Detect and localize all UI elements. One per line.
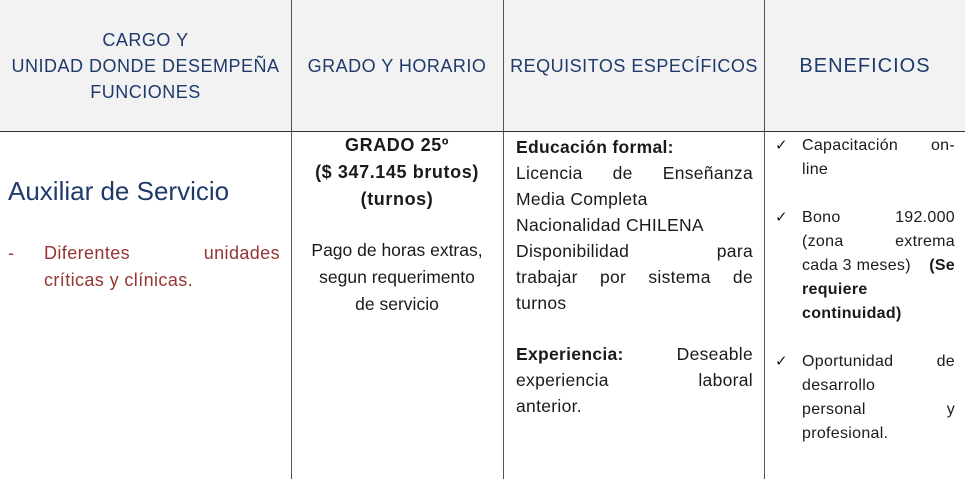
column-divider <box>764 0 765 479</box>
word: para <box>716 241 753 261</box>
column-divider <box>503 0 504 479</box>
word: Oportunidad <box>802 353 894 370</box>
word: (Se <box>929 257 955 274</box>
experience-label: Experiencia: <box>516 344 624 364</box>
table-header <box>0 0 965 132</box>
experience-line <box>516 341 753 367</box>
word: extrema <box>895 233 955 250</box>
overtime-line: Pago de horas extras, <box>311 240 483 260</box>
header-beneficios: BENEFICIOS <box>799 54 931 77</box>
word: personal <box>802 401 866 418</box>
unit-list-item <box>8 240 280 294</box>
header-cargo <box>0 0 291 132</box>
overtime-line: segun requerimento <box>319 267 475 287</box>
word: sistema <box>648 267 711 287</box>
word: de <box>612 163 633 183</box>
role-title: Auxiliar de Servicio <box>8 176 230 206</box>
word: trabajar <box>516 267 578 287</box>
unit-word: unidades <box>203 243 280 263</box>
word: Disponibilidad <box>516 241 630 261</box>
availability-line <box>516 264 753 290</box>
word: Deseable <box>676 344 753 364</box>
benefit-line: line <box>802 161 829 178</box>
word: (zona <box>802 233 844 250</box>
header-cargo-line1: CARGO Y <box>102 30 189 50</box>
unit-line: críticas y clínicas. <box>44 270 194 290</box>
checkmark-icon: ✓ <box>775 209 788 226</box>
benefit-item <box>775 206 955 326</box>
education-line <box>516 160 753 186</box>
grade-line: GRADO 25º <box>345 135 449 155</box>
checkmark-icon: ✓ <box>775 353 788 370</box>
word: Enseñanza <box>662 163 753 183</box>
schedule-line: (turnos) <box>360 189 434 209</box>
word: Licencia <box>516 163 583 183</box>
requisitos-cell <box>516 134 753 419</box>
checkmark-icon: ✓ <box>775 137 788 154</box>
header-cargo-line2: UNIDAD DONDE DESEMPEÑA <box>11 56 280 76</box>
word: de <box>936 353 955 370</box>
word: por <box>599 267 627 287</box>
unit-word: Diferentes <box>44 243 131 263</box>
word: on- <box>930 137 955 154</box>
education-label: Educación formal: <box>516 137 674 157</box>
cargo-cell <box>0 132 291 479</box>
benefit-item <box>775 350 955 446</box>
header-grado: GRADO Y HORARIO <box>307 55 487 76</box>
grade-block <box>291 132 503 213</box>
availability-line: turnos <box>516 293 567 313</box>
benefit-line: desarrollo <box>802 377 876 394</box>
nationality-line: Nacionalidad CHILENA <box>516 215 704 235</box>
benefit-line: continuidad) <box>802 305 902 322</box>
benefit-item <box>775 134 955 182</box>
word: y <box>946 401 955 418</box>
word: cada 3 meses) <box>802 257 911 274</box>
experience-line <box>516 367 753 393</box>
benefit-line: profesional. <box>802 425 889 442</box>
word: Bono <box>802 209 841 226</box>
header-requisitos: REQUISITOS ESPECÍFICOS <box>510 55 758 76</box>
overtime-note <box>291 237 503 318</box>
education-line: Media Completa <box>516 189 648 209</box>
salary-line: ($ 347.145 brutos) <box>315 162 479 182</box>
word: laboral <box>698 370 753 390</box>
word: experiencia <box>516 370 609 390</box>
header-cargo-line3: FUNCIONES <box>90 82 201 102</box>
word: de <box>732 267 753 287</box>
overtime-line: de servicio <box>355 294 439 314</box>
benefit-line: requiere <box>802 281 868 298</box>
experience-line: anterior. <box>516 396 582 416</box>
word: Capacitación <box>802 137 899 154</box>
word: 192.000 <box>895 209 955 226</box>
availability-line <box>516 238 753 264</box>
beneficios-cell <box>775 134 955 470</box>
bullet-dash: - <box>8 243 15 263</box>
grado-cell <box>291 132 503 318</box>
